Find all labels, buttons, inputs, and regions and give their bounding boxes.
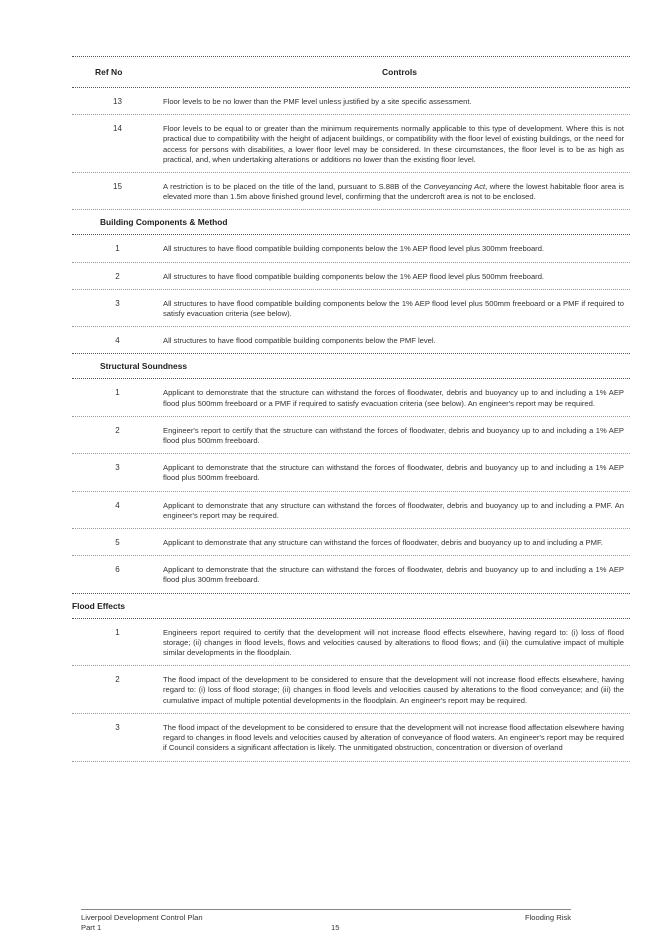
act-name: Conveyancing Act [423,182,486,192]
table-row [72,327,630,354]
text-post: , where the lowest habitable floor area is elevated more than 1.5m above finished ground level, confirming that the undercroft area is not to be enclosed. [163,182,624,202]
control-text: All structures to have flood compatible building components below the 1% AEP flood level plus 300mm freeboard. [163,244,545,254]
table-row [72,263,630,290]
table-row [72,619,630,667]
control-text: Applicant to demonstrate that the structure can withstand the forces of floodwater, debris and buoyancy up to and including a 1% AEP flood plus 500mm freeboard or a PMF if required to satisfy evacuation criteria (see below). An engineer's report may be required. [163,388,624,408]
ref-number: 15 [113,182,122,192]
table-row [72,173,630,210]
controls-table [72,56,630,762]
footer-section-name: Flooding Risk [524,913,571,922]
control-text: Applicant to demonstrate that the structure can withstand the forces of floodwater, debris and buoyancy up to and including a 1% AEP flood plus 500mm freeboard. [163,463,624,483]
section-heading: Building Components & Method [72,210,630,235]
control-text: All structures to have flood compatible building components below the 1% AEP flood level plus 500mm freeboard. [163,271,545,281]
ref-number: 1 [115,627,120,637]
table-row [72,556,630,593]
ref-number: 3 [115,722,120,732]
ref-number: 2 [115,425,120,435]
table-row [72,88,630,115]
ref-number: 1 [115,388,120,398]
ref-number: 13 [113,97,122,106]
ref-number: 2 [115,675,120,685]
table-row [72,666,630,714]
control-text: Engineers report required to certify that the development will not increase flood effects elsewhere, having regard to: (i) loss of flood storage; (ii) changes in flood levels, flows and velocities caused by alterations to flood flows; and (iii) the cumulative impact of multiple similar developments in the floodplain. [163,627,624,658]
control-text: All structures to have flood compatible building components below the PMF level. [163,336,436,346]
control-text: All structures to have flood compatible building components below the 1% AEP flood level plus 500mm freeboard or a PMF if required to satisfy evacuation criteria (see below). [163,298,624,319]
table-row [72,235,630,262]
table-row [72,115,630,173]
ref-number: 6 [115,565,120,575]
footer-part: Part 1 [81,923,102,932]
ref-number: 3 [115,463,120,473]
ref-number: 1 [115,244,120,254]
ref-number: 14 [113,124,122,134]
table-row [72,454,630,491]
footer-doc-title: Liverpool Development Control Plan [81,913,203,922]
table-row [72,417,630,454]
ref-number: 5 [115,538,120,548]
table-row [72,714,630,762]
control-text: The flood impact of the development to be considered to ensure that the development will not increase flood effects elsewhere, having regard to: (i) loss of flood storage; (ii) changes in flood levels and velocities caused by alterations to the flood conveyance; and (iii) the cumulative impact of multiple potential developments in the floodplain. An engineer's report may be required. [163,675,624,705]
ref-number: 4 [115,500,120,510]
table-row [72,492,630,529]
table-row [72,529,630,556]
control-text: Floor levels to be equal to or greater than the minimum requirements normally applicable to this type of development. Where this is not practical due to compatibility with the height of adjacent buildings, or compatibility with the floor level of existing buildings, or the need for access for persons with disabilities, a lower floor level may be considered. In these circumstances, the floor level is to be as high as practical, and, when undertaking alterations or additions no lower than the existing floor level. [163,124,624,164]
control-text: The flood impact of the development to be considered to ensure that the development will not increase flood affectation elsewhere having regard to changes in flood levels and velocities caused by alteration of conveyance of flood waters. An engineer's report may be required if Council considers a significant affectation is likely. The unmitigated obstruction, concentration or diversion of overland [163,722,624,753]
control-text: Applicant to demonstrate that any structure can withstand the forces of floodwater, debris and buoyancy up to and including a PMF. [163,538,603,548]
section-heading: Structural Soundness [72,354,630,379]
text-pre: A restriction is to be placed on the title of the land, pursuant to S.88B of the [163,182,424,192]
ref-number: 2 [115,271,120,281]
control-text: Applicant to demonstrate that any structure can withstand the forces of floodwater, debris and buoyancy up to and including a PMF. An engineer's report may be required. [163,500,624,520]
table-header [72,56,630,88]
control-text: Engineer's report to certify that the structure can withstand the forces of floodwater, debris and buoyancy up to and including a 1% AEP flood plus 500mm freeboard. [163,425,624,446]
table-row [72,379,630,416]
ref-no-header: Ref No [95,67,123,77]
ref-number: 4 [115,336,120,346]
control-text: Applicant to demonstrate that the structure can withstand the forces of floodwater, debris and buoyancy up to and including a 1% AEP flood plus 300mm freeboard. [163,565,624,585]
controls-header: Controls [382,67,417,77]
ref-number: 3 [115,298,120,308]
table-row [72,290,630,327]
control-text [163,182,630,202]
section-heading: Flood Effects [72,594,630,619]
page-footer [81,909,571,932]
page-number: 15 [331,923,340,932]
control-text: Floor levels to be no lower than the PMF level unless justified by a site specific assessment. [163,97,472,106]
